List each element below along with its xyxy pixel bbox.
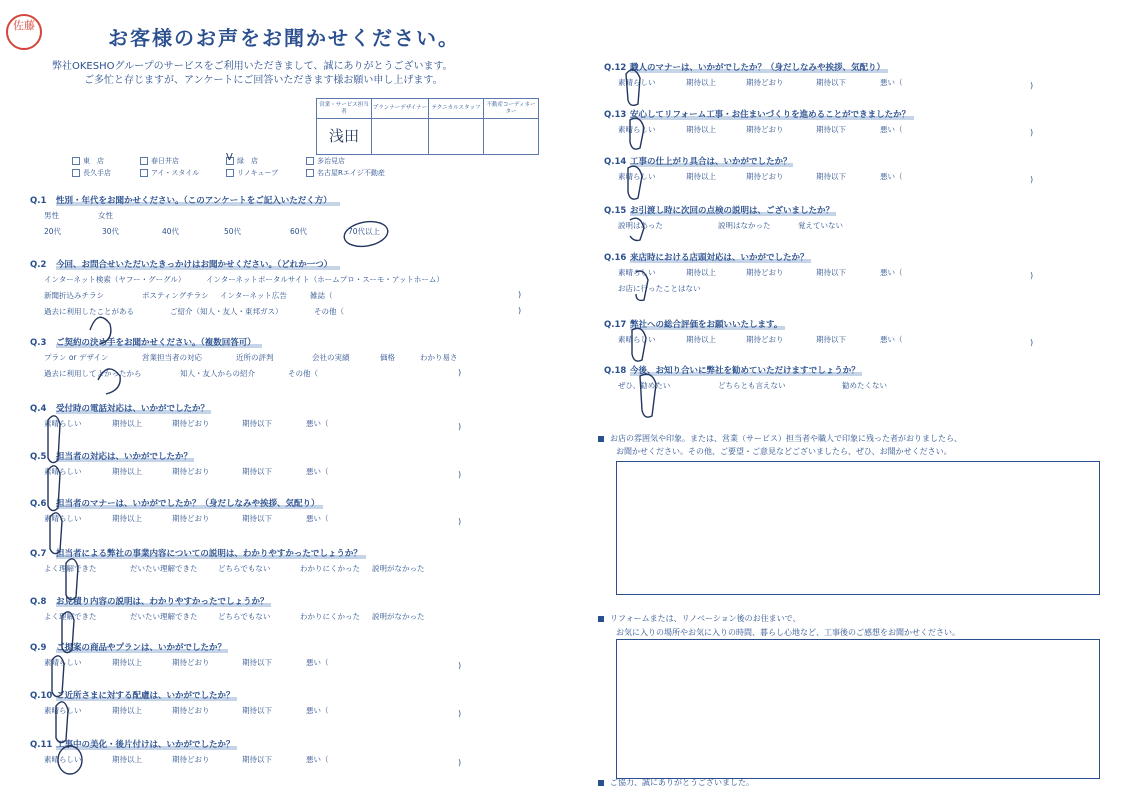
answer-option[interactable]: 期待以上 xyxy=(112,658,142,667)
answer-option[interactable]: だいたい理解できた xyxy=(130,564,198,573)
question-text: ご契約の決め手をお聞かせください。（複数回答可） xyxy=(56,338,256,348)
answer-option[interactable]: 期待以下 xyxy=(242,755,272,764)
handwritten-mark xyxy=(98,369,120,394)
answer-option[interactable]: 期待どおり xyxy=(172,706,210,715)
answer-option[interactable]: だいたい理解できた xyxy=(130,612,198,621)
answer-option[interactable]: 素晴らしい xyxy=(44,706,82,715)
answer-option[interactable]: 70代以上 xyxy=(348,227,381,236)
closing-parenthesis: ) xyxy=(458,422,462,431)
handwritten-mark xyxy=(628,166,642,199)
answer-option[interactable]: 期待以下 xyxy=(816,125,846,134)
feedback-block-1-heading: お店の雰囲気や印象。または、営業（サービス）担当者や職人で印象に残った者がおりましたら、 xyxy=(598,432,962,445)
handwritten-mark xyxy=(636,271,648,300)
question-number: Q.6 xyxy=(30,499,47,509)
question-text: 職人のマナーは、いかがでしたか？（身だしなみや挨拶、気配り） xyxy=(630,63,886,73)
question-number: Q.1 xyxy=(30,196,47,206)
answer-option[interactable]: 期待以下 xyxy=(242,419,272,428)
answer-option[interactable]: 期待以下 xyxy=(242,514,272,523)
answer-option[interactable]: 期待以上 xyxy=(112,514,142,523)
shop-checkbox-renocube[interactable]: リノキューブ xyxy=(226,168,278,178)
question-number: Q.11 xyxy=(30,740,53,750)
answer-option[interactable]: 悪い（ xyxy=(306,419,329,428)
answer-option[interactable]: 期待どおり xyxy=(172,514,210,523)
answer-option[interactable]: わかりにくかった xyxy=(300,612,360,621)
answer-option[interactable]: 40代 xyxy=(162,227,180,236)
answer-option[interactable]: 説明はなかった xyxy=(718,221,771,230)
answer-option[interactable]: 期待どおり xyxy=(746,172,784,181)
answer-option[interactable]: 60代 xyxy=(290,227,308,236)
answer-option[interactable]: 悪い（ xyxy=(880,268,903,277)
feedback-block-1-subheading: お聞かせください。その他、ご要望・ご意見などございましたら、ぜひ、お聞かせください。 xyxy=(616,447,952,456)
staff-header-realestate: 不動産コーディネーター xyxy=(484,99,539,119)
handwritten-mark xyxy=(630,218,644,240)
answer-option[interactable]: 素晴らしい xyxy=(618,78,656,87)
answer-option[interactable]: 素晴らしい xyxy=(44,658,82,667)
closing-parenthesis: ) xyxy=(518,306,522,315)
answer-option[interactable]: わかりにくかった xyxy=(300,564,360,573)
question-text: お見積り内容の説明は、わかりやすかったでしょうか？ xyxy=(56,597,269,607)
answer-option[interactable]: 期待以下 xyxy=(242,658,272,667)
handwritten-mark xyxy=(90,317,111,344)
answer-option[interactable]: わかり易さ xyxy=(420,353,458,362)
staff-header-sales: 営業・サービス担当者 xyxy=(317,99,372,119)
closing-parenthesis: ) xyxy=(1030,128,1034,137)
question-number: Q.10 xyxy=(30,691,53,701)
answer-option[interactable]: よく理解できた xyxy=(44,612,97,621)
answer-option[interactable]: インターネット検索（ヤフー・グーグル） xyxy=(44,275,186,284)
question-number: Q.5 xyxy=(30,452,47,462)
question-number: Q.7 xyxy=(30,549,47,559)
answer-option[interactable]: 期待どおり xyxy=(746,335,784,344)
shop-checkbox-higashi[interactable]: 東 店 xyxy=(72,156,104,166)
answer-option[interactable]: 悪い（ xyxy=(306,514,329,523)
answer-option[interactable]: 覚えていない xyxy=(798,221,843,230)
answer-option[interactable]: 期待どおり xyxy=(172,658,210,667)
answer-option[interactable]: 期待以上 xyxy=(112,419,142,428)
answer-option[interactable]: 女性 xyxy=(98,211,113,220)
answer-option[interactable]: 勧めたくない xyxy=(842,381,887,390)
answer-option[interactable]: 50代 xyxy=(224,227,242,236)
answer-option[interactable]: その他（ xyxy=(314,307,344,316)
handwritten-mark xyxy=(56,702,68,743)
question-number: Q.14 xyxy=(604,157,627,167)
answer-option[interactable]: その他（ xyxy=(288,369,318,378)
intro-line-2: ご多忙と存じますが、アンケートにご回答いただきます様お願い申し上げます。 xyxy=(84,75,443,86)
answer-option[interactable]: 会社の実績 xyxy=(312,353,350,362)
answer-option[interactable]: 期待以下 xyxy=(816,268,846,277)
question-text: ご提案の商品やプランは、いかがでしたか？ xyxy=(56,643,227,653)
answer-option[interactable]: 期待以上 xyxy=(112,467,142,476)
question-number: Q.16 xyxy=(604,253,627,263)
question-number: Q.15 xyxy=(604,206,627,216)
answer-option[interactable]: 素晴らしい xyxy=(618,172,656,181)
closing-parenthesis: ) xyxy=(458,517,462,526)
answer-option[interactable]: 悪い（ xyxy=(306,706,329,715)
question-number: Q.8 xyxy=(30,597,47,607)
answer-option[interactable]: 説明がなかった xyxy=(372,612,425,621)
answer-option[interactable]: 素晴らしい xyxy=(618,125,656,134)
handwritten-circle xyxy=(58,746,82,774)
question-number: Q.9 xyxy=(30,643,47,653)
question-number: Q.17 xyxy=(604,320,627,330)
answer-option[interactable]: 素晴らしい xyxy=(44,755,82,764)
staff-header-planner: プランナーデザイナー xyxy=(372,99,429,119)
answer-option[interactable]: 期待以上 xyxy=(686,268,716,277)
answer-option[interactable]: 悪い（ xyxy=(306,755,329,764)
question-text: お引渡し時に次回の点検の説明は、ございましたか？ xyxy=(630,206,835,216)
question-number: Q.18 xyxy=(604,366,627,376)
answer-option[interactable]: 説明はあった xyxy=(618,221,663,230)
question-text: ご近所さまに対する配慮は、いかがでしたか？ xyxy=(56,691,235,701)
shop-checkbox-i-style[interactable]: アイ・スタイル xyxy=(140,168,199,178)
page-title: お客様のお声をお聞かせください。 xyxy=(108,26,460,50)
thanks-message: ご協力、誠にありがとうございました。 xyxy=(598,776,754,789)
feedback-block-2-subheading: お気に入りの場所やお気に入りの時間、暮らし心地など、工事後のご感想をお聞かせください。 xyxy=(616,628,960,637)
closing-parenthesis: ) xyxy=(1030,175,1034,184)
closing-parenthesis: ) xyxy=(458,470,462,479)
answer-option[interactable]: どちらでもない xyxy=(218,564,271,573)
answer-option[interactable]: 新聞折込みチラシ xyxy=(44,291,104,300)
closing-parenthesis: ) xyxy=(1030,338,1034,347)
answer-option[interactable]: 悪い（ xyxy=(880,78,903,87)
answer-option[interactable]: 悪い（ xyxy=(306,658,329,667)
question-text: 担当者の対応は、いかがでしたか？ xyxy=(56,452,193,462)
answer-option[interactable]: ぜひ、勧めたい xyxy=(618,381,671,390)
answer-option[interactable]: 悪い（ xyxy=(306,467,329,476)
answer-option[interactable]: 20代 xyxy=(44,227,62,236)
question-text: 安心してリフォーム工事・お住まいづくりを進めることができましたか？ xyxy=(630,110,911,120)
answer-option[interactable]: 素晴らしい xyxy=(44,419,82,428)
shop-checkbox-tajimi[interactable]: 多治見店 xyxy=(306,156,345,166)
question-text: 工事の仕上がり具合は、いかがでしたか？ xyxy=(630,157,792,167)
answer-option[interactable]: 近所の評判 xyxy=(236,353,274,362)
personal-seal-stamp: 佐藤 xyxy=(6,14,42,50)
question-text: 工事中の美化・後片付けは、いかがでしたか？ xyxy=(56,740,235,750)
answer-option[interactable]: 期待以上 xyxy=(112,755,142,764)
answer-option[interactable]: 素晴らしい xyxy=(618,268,656,277)
handwritten-mark xyxy=(640,374,656,417)
handwritten-mark xyxy=(62,612,74,653)
answer-option[interactable]: 素晴らしい xyxy=(44,514,82,523)
answer-option[interactable]: 期待以下 xyxy=(242,706,272,715)
question-number: Q.12 xyxy=(604,63,627,73)
closing-parenthesis: ) xyxy=(518,290,522,299)
answer-option[interactable]: 男性 xyxy=(44,211,59,220)
answer-option[interactable]: よく理解できた xyxy=(44,564,97,573)
handwritten-mark xyxy=(630,118,644,149)
closing-parenthesis: ) xyxy=(458,709,462,718)
handwritten-mark xyxy=(48,416,60,463)
answer-option[interactable]: 期待どおり xyxy=(172,755,210,764)
handwritten-mark xyxy=(50,513,62,554)
answer-option[interactable]: 期待どおり xyxy=(746,125,784,134)
answer-option[interactable]: インターネット広告 xyxy=(220,291,287,300)
handwritten-mark xyxy=(52,656,64,697)
closing-parenthesis: ) xyxy=(1030,271,1034,280)
question-text: 担当者のマナーは、いかがでしたか？（身だしなみや挨拶、気配り） xyxy=(56,499,320,509)
answer-option[interactable]: プラン or デザイン xyxy=(44,353,109,362)
answer-option[interactable]: どちらとも言えない xyxy=(718,381,786,390)
answer-option[interactable]: お店に行ったことはない xyxy=(618,284,701,293)
answer-option[interactable]: 悪い（ xyxy=(880,172,903,181)
answer-option[interactable]: 説明がなかった xyxy=(372,564,425,573)
question-text: 来店時における店頭対応は、いかがでしたか？ xyxy=(630,253,809,263)
answer-option[interactable]: 期待以上 xyxy=(686,125,716,134)
answer-option[interactable]: 期待どおり xyxy=(746,268,784,277)
answer-option[interactable]: 悪い（ xyxy=(880,125,903,134)
answer-option[interactable]: 期待以下 xyxy=(816,335,846,344)
question-number: Q.3 xyxy=(30,338,47,348)
answer-option[interactable]: 期待以上 xyxy=(112,706,142,715)
shop-checkbox-midori[interactable]: V 緑 店 xyxy=(226,152,258,165)
question-text: 性別・年代をお聞かせください。（このアンケートをご記入いただく方） xyxy=(56,196,332,206)
handwritten-mark xyxy=(48,466,60,511)
answer-option[interactable]: 素晴らしい xyxy=(618,335,656,344)
answer-option[interactable]: 期待どおり xyxy=(746,78,784,87)
answer-option[interactable]: 知人・友人からの紹介 xyxy=(180,369,255,378)
answer-option[interactable]: 期待以上 xyxy=(686,78,716,87)
handwritten-circle xyxy=(342,218,389,249)
intro-line-1: 弊社OKESHOグループのサービスをご利用いただきまして、誠にありがとうございます。 xyxy=(52,61,453,72)
staff-value-sales[interactable]: 浅田 xyxy=(317,119,372,155)
answer-option[interactable]: インターネットポータルサイト（ホームプロ・スーモ・アットホーム） xyxy=(206,275,444,284)
answer-option[interactable]: 過去に利用したことがある xyxy=(44,307,134,316)
answer-option[interactable]: 期待以上 xyxy=(686,172,716,181)
shop-checkbox-kasugai[interactable]: 春日井店 xyxy=(140,156,179,166)
answer-option[interactable]: 期待以下 xyxy=(242,467,272,476)
answer-option[interactable]: 期待以下 xyxy=(816,78,846,87)
answer-option[interactable]: 営業担当者の対応 xyxy=(142,353,202,362)
answer-option[interactable]: 悪い（ xyxy=(880,335,903,344)
shop-checkbox-nagoya-r-age[interactable]: 名古屋Rエイジ不動産 xyxy=(306,168,385,178)
answer-option[interactable]: どちらでもない xyxy=(218,612,271,621)
closing-parenthesis: ) xyxy=(1030,81,1034,90)
question-number: Q.2 xyxy=(30,260,47,270)
question-number: Q.4 xyxy=(30,404,47,414)
question-text: 今回、お問合せいただいたきっかけはお聞かせください。（どれか一つ） xyxy=(56,260,333,270)
answer-option[interactable]: ポスティングチラシ xyxy=(142,291,209,300)
answer-option[interactable]: 期待以下 xyxy=(816,172,846,181)
handwritten-mark xyxy=(632,328,646,361)
question-text: 担当者による弊社の事業内容についての説明は、わかりやすかったでしょうか？ xyxy=(56,549,362,559)
staff-header-technical: テクニカルスタッフ xyxy=(429,99,484,119)
answer-option[interactable]: 過去に利用してよかったから xyxy=(44,369,142,378)
answer-option[interactable]: 期待以上 xyxy=(686,335,716,344)
question-text: 弊社への総合評価をお願いいたします。 xyxy=(630,320,783,330)
answer-option[interactable]: 期待どおり xyxy=(172,467,210,476)
closing-parenthesis: ) xyxy=(458,661,462,670)
question-text: 受付時の電話対応は、いかがでしたか？ xyxy=(56,404,210,414)
closing-parenthesis: ) xyxy=(458,758,462,767)
answer-option[interactable]: 雑誌（ xyxy=(310,291,333,300)
handwritten-mark xyxy=(626,70,640,106)
handwritten-mark xyxy=(66,559,78,600)
answer-option[interactable]: 期待どおり xyxy=(172,419,210,428)
question-number: Q.13 xyxy=(604,110,627,120)
answer-option[interactable]: ご紹介（知人・友人・東邦ガス） xyxy=(170,307,283,316)
answer-option[interactable]: 30代 xyxy=(102,227,120,236)
shop-checkbox-nagakute[interactable]: 長久手店 xyxy=(72,168,111,178)
closing-parenthesis: ) xyxy=(458,368,462,377)
feedback-block-2-heading: リフォームまたは、リノベーション後のお住まいで、 xyxy=(598,612,800,625)
question-text: 今後、お知り合いに弊社を勧めていただけますでしょうか？ xyxy=(630,366,860,376)
answer-option[interactable]: 素晴らしい xyxy=(44,467,82,476)
answer-option[interactable]: 価格 xyxy=(380,353,395,362)
